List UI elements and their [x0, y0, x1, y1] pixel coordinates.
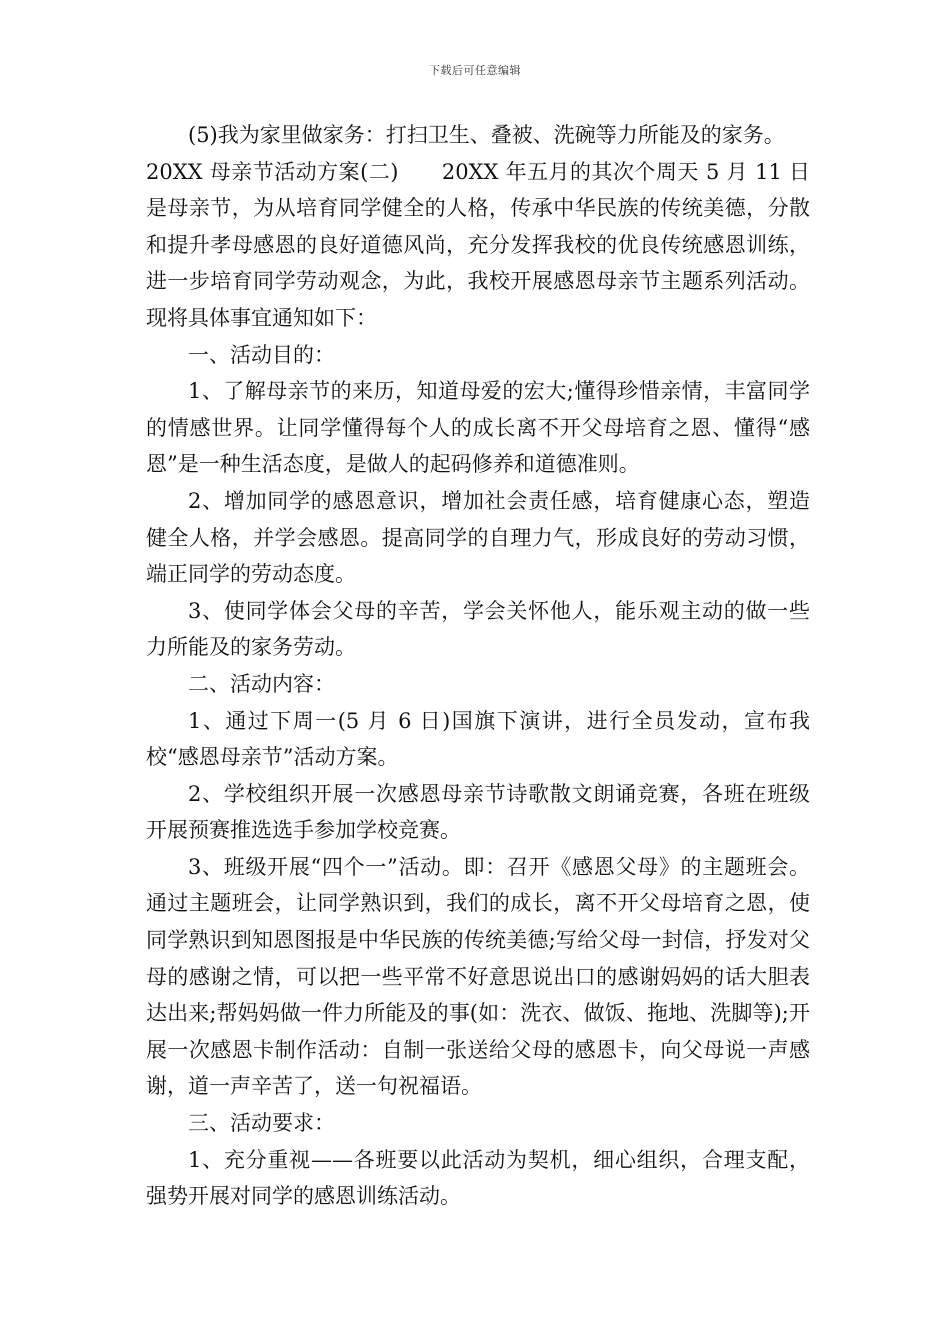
section-heading-purpose: 一、活动目的：: [188, 342, 335, 367]
paragraph-housework: (5)我为家里做家务：打扫卫生、叠被、洗碗等力所能及的家务。: [188, 123, 785, 147]
paragraph-purpose-1: 1、了解母亲节的来历，知道母爱的宏大;懂得珍惜亲情，丰富同学的情感世界。让同学懂得每个人的成长离不开父母培育之恩、懂得“感恩”是一种生活态度，是做人的起码修养和道德准则。: [146, 379, 810, 477]
paragraph-content-1: 1、通过下周一(5 月 6 日)国旗下演讲，进行全员发动，宣布我校“感恩母亲节”活动方案。: [146, 708, 810, 770]
page-header: 下载后可任意编辑: [429, 64, 521, 77]
paragraph-content-2: 2、学校组织开展一次感恩母亲节诗歌散文朗诵竞赛，各班在班级开展预赛推选选手参加学校竞赛。: [146, 781, 810, 843]
paragraph-purpose-3: 3、使同学体会父母的辛苦，学会关怀他人，能乐观主动的做一些力所能及的家务劳动。: [146, 598, 810, 660]
paragraph-plan-intro: 20XX 母亲节活动方案(二) 20XX 年五月的其次个周天 5 月 11 日是母亲节，为从培育同学健全的人格，传承中华民族的传统美德，分散和提升孝母感恩的良好道德风尚，充分发挥我校的优良传统感恩训练，进一步培育同学劳动观念，为此，我校开展感恩母亲节主题系列活动。现将具体事宜通知如下：: [146, 159, 810, 330]
section-heading-requirements: 三、活动要求：: [188, 1111, 335, 1136]
paragraph-requirements-1: 1、充分重视——各班要以此活动为契机，细心组织，合理支配，强势开展对同学的感恩训练活动。: [146, 1147, 810, 1209]
section-heading-content: 二、活动内容：: [188, 671, 335, 696]
paragraph-content-3: 3、班级开展“四个一”活动。即：召开《感恩父母》的主题班会。通过主题班会，让同学熟识到，我们的成长，离不开父母培育之恩，使同学熟识到知恩图报是中华民族的传统美德;写给父母一封信，抒发对父母的感谢之情，可以把一些平常不好意思说出口的感谢妈妈的话大胆表达出来;帮妈妈做一件力所能及的事(如：洗衣、做饭、拖地、洗脚等);开展一次感恩卡制作活动：自制一张送给父母的感恩卡，向父母说一声感谢，道一声辛苦了，送一句祝福语。: [146, 854, 810, 1099]
paragraph-purpose-2: 2、增加同学的感恩意识，增加社会责任感，培育健康心态，塑造健全人格，并学会感恩。提高同学的自理力气，形成良好的劳动习惯，端正同学的劳动态度。: [146, 488, 810, 587]
document-body: [146, 117, 810, 1215]
